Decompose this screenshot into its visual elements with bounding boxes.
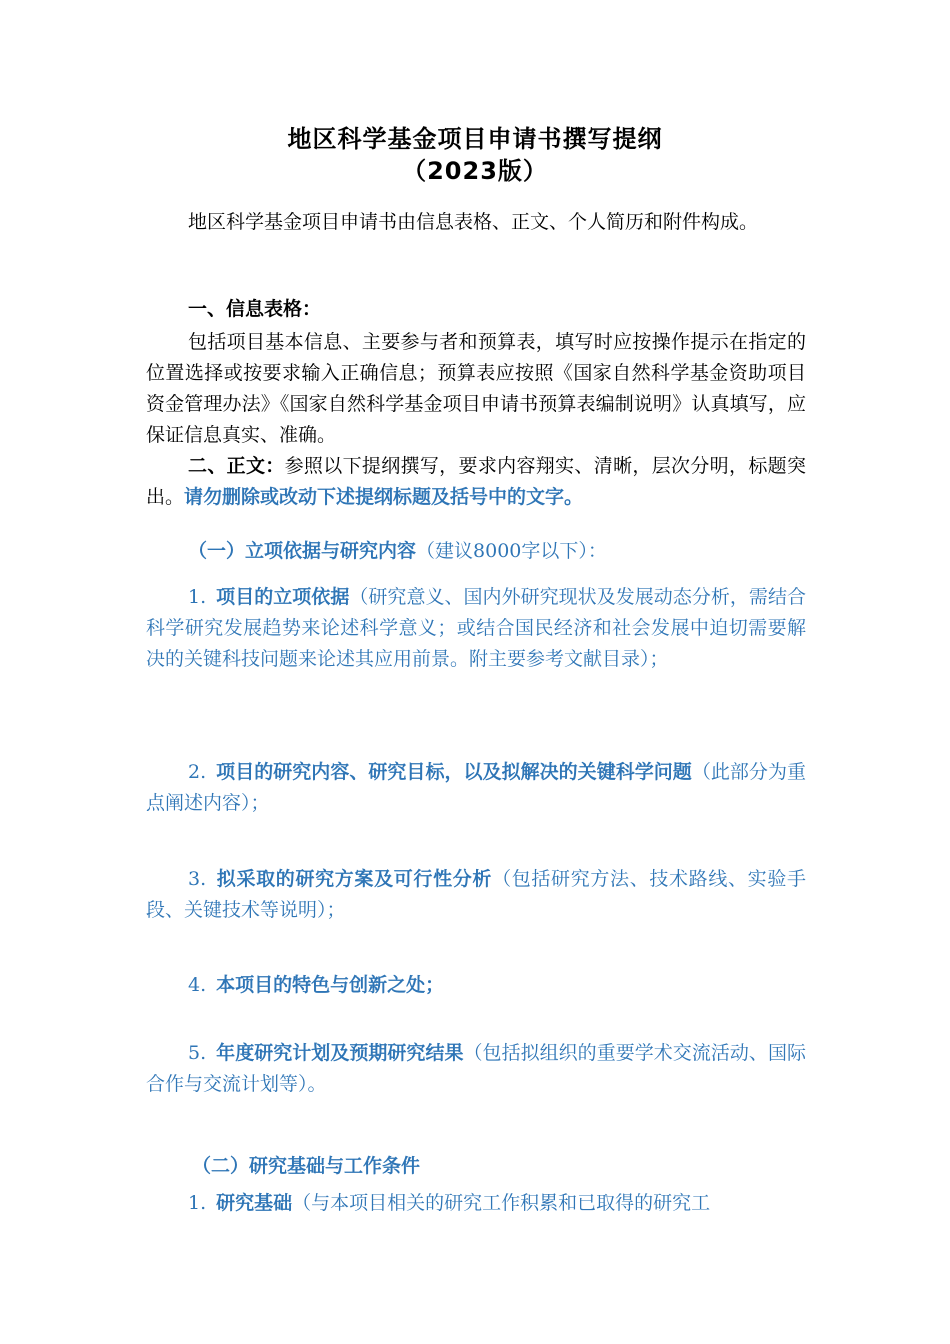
item3-body: （包括研究方法、技术路线、实验手段、关键技术等说明）； (146, 868, 806, 921)
item5-body: （包括拟组织的重要学术交流活动、国际合作与交流计划等）。 (146, 1042, 806, 1095)
item5-title: 年度研究计划及预期研究结果 (216, 1042, 464, 1064)
section1-heading: 一、信息表格： (188, 298, 322, 320)
item6-body: （与本项目相关的研究工作积累和已取得的研究工 (292, 1192, 711, 1214)
part1-heading: （一）立项依据与研究内容 (188, 540, 417, 562)
intro-paragraph: 地区科学基金项目申请书由信息表格、正文、个人简历和附件构成。 (188, 211, 759, 233)
item2-body: （此部分为重点阐述内容）； (146, 761, 806, 814)
item1-body: （研究意义、国内外研究现状及发展动态分析，需结合科学研究发展趋势来论述科学意义；或结合国民经济和社会发展中迫切需要解决的关键科技问题来论述其应用前景。附主要参考文献目录）； (146, 586, 806, 670)
item5-number: 5. (188, 1042, 207, 1064)
item2-number: 2. (188, 761, 207, 783)
document-version: （2023版） (402, 157, 548, 185)
item1-paragraph (146, 582, 806, 675)
item3-title: 拟采取的研究方案及可行性分析 (216, 868, 493, 890)
item4-number: 4. (188, 974, 207, 996)
section2-body: 参照以下提纲撰写，要求内容翔实、清晰，层次分明，标题突出。 (146, 455, 806, 508)
section1-body: 包括项目基本信息、主要参与者和预算表，填写时应按操作提示在指定的位置选择或按要求输入正确信息；预算表应按照《国家自然科学基金资助项目资金管理办法》《国家自然科学基金项目申请书预算表编制说明》认真填写，应保证信息真实、准确。 (146, 331, 806, 446)
item4-title: 本项目的特色与创新之处； (216, 974, 445, 996)
section2-heading: 二、正文： (188, 455, 285, 477)
part1-note: （建议8000字以下）： (416, 540, 607, 562)
item1-title: 项目的立项依据 (216, 586, 350, 608)
item3-paragraph (146, 864, 806, 926)
item2-title: 项目的研究内容、研究目标，以及拟解决的关键科学问题 (216, 761, 692, 783)
item6-number: 1. (188, 1192, 207, 1214)
document-title: 地区科学基金项目申请书撰写提纲 (287, 125, 663, 153)
part2-heading: （二）研究基础与工作条件 (192, 1155, 421, 1177)
item2-paragraph (146, 757, 806, 819)
section2-paragraph (146, 451, 806, 513)
item4-paragraph (146, 970, 806, 1001)
section2-note: 请勿删除或改动下述提纲标题及括号中的文字。 (184, 486, 584, 508)
item5-paragraph (146, 1038, 806, 1100)
item6-title: 研究基础 (216, 1192, 293, 1214)
item6-paragraph (146, 1188, 806, 1219)
item1-number: 1. (188, 586, 207, 608)
item3-number: 3. (188, 868, 207, 890)
part1-paragraph (146, 536, 806, 567)
